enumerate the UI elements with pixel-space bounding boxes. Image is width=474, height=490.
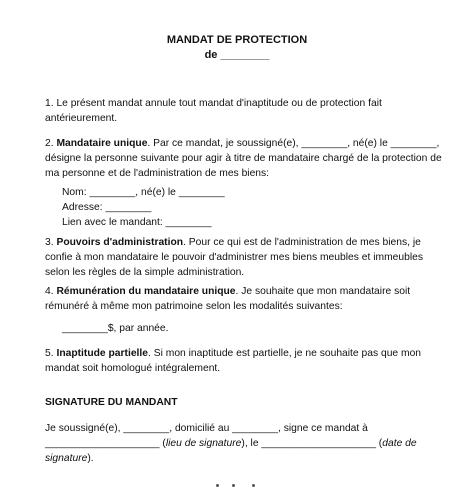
signature-heading: SIGNATURE DU MANDANT xyxy=(45,397,178,408)
signature-text-b: ), le ____________________ ( xyxy=(241,438,383,449)
clause-4 xyxy=(45,284,445,314)
clause-2-text: . Par ce mandat, je soussigné(e), ________, né(e) le ________, désigne la personne suivante pour agir à titre de mandataire chargé de la protection de ma personne et de l'administration de mes biens: xyxy=(45,138,442,179)
clause-2-number: 2. xyxy=(45,138,57,149)
clause-4-heading: Rémunération du mandataire unique xyxy=(56,286,236,297)
document-subtitle: de ________ xyxy=(204,49,270,61)
clause-5-text: . Si mon inaptitude est partielle, je ne souhaite pas que mon mandat soit homologué intégralement. xyxy=(45,348,422,374)
footer-dot xyxy=(232,484,235,487)
field-lien: Lien avec le mandant: ________ xyxy=(62,217,212,228)
signature-text-a: Je soussigné(e), ________, domicilié au ________, signe ce mandat à ____________________ ( xyxy=(45,423,368,449)
clause-2-heading: Mandataire unique xyxy=(56,138,148,149)
field-adresse: Adresse: ________ xyxy=(62,202,152,213)
signature-date-label: date de signature xyxy=(45,438,417,464)
clause-4-text: . Je souhaite que mon mandataire soit rémunéré à même mon patrimoine selon les modalités suivantes: xyxy=(45,286,411,312)
page-footer-mark xyxy=(212,484,262,488)
clause-3 xyxy=(45,235,445,280)
signature-clause xyxy=(45,421,445,466)
footer-dot xyxy=(216,484,219,487)
remuneration-amount: ________$, par année. xyxy=(62,323,169,334)
clause-5-heading: Inaptitude partielle xyxy=(56,348,148,359)
footer-dot xyxy=(252,484,255,487)
clause-5-number: 5. xyxy=(45,348,57,359)
clause-3-number: 3. xyxy=(45,237,57,248)
signature-place-label: lieu de signature xyxy=(165,438,242,449)
clause-1: 1. Le présent mandat annule tout mandat d'inaptitude ou de protection fait antérieurement. xyxy=(45,98,382,124)
clause-2 xyxy=(45,136,445,181)
clause-4-number: 4. xyxy=(45,286,57,297)
document-title: MANDAT DE PROTECTION xyxy=(166,34,308,46)
clause-5 xyxy=(45,346,445,376)
field-nom: Nom: ________, né(e) le ________ xyxy=(62,187,225,198)
signature-text-c: ). xyxy=(87,453,94,464)
clause-3-text: . Pour ce qui est de l'administration de mes biens, je confie à mon mandataire le pouvoir d'administrer mes biens meubles et immeubles selon les règles de la simple administration. xyxy=(45,237,423,278)
clause-3-heading: Pouvoirs d'administration xyxy=(56,237,184,248)
